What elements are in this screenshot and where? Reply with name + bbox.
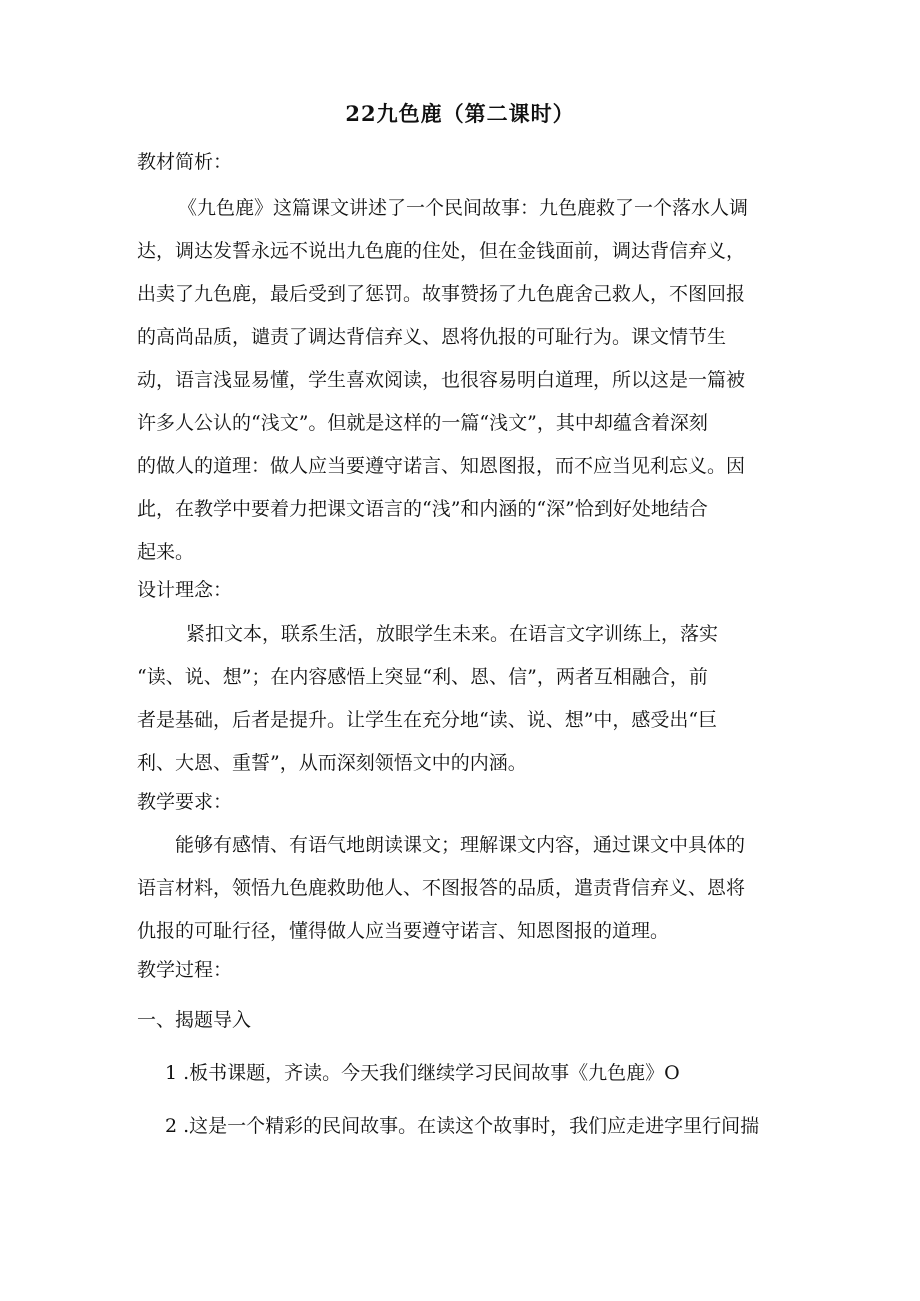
step-item: 2 .这是一个精彩的民间故事。在读这个故事时，我们应走进字里行间揣	[165, 1115, 760, 1137]
analysis-line: 的做人的道理：做人应当要遵守诺言、知恩图报，而不应当见利忘义。因	[137, 455, 746, 477]
process-heading: 教学过程：	[137, 959, 233, 981]
step-item: 1 .板书课题，齐读。今天我们继续学习民间故事《九色鹿》O	[165, 1062, 680, 1084]
analysis-line: 达，调达发誓永远不说出九色鹿的住处，但在金钱面前，调达背信弃义，	[137, 240, 746, 262]
requirements-line: 语言材料，领悟九色鹿救助他人、不图报答的品质，遣责背信弃义、恩将	[137, 877, 746, 899]
analysis-line: 的高尚品质，谴责了调达背信弃义、恩将仇报的可耻行为。课文情节生	[137, 326, 727, 348]
requirements-heading: 教学要求：	[137, 791, 233, 813]
analysis-line: 此，在教学中要着力把课文语言的“浅”和内涵的“深”恰到好处地结合	[137, 498, 708, 520]
analysis-heading: 教材简析：	[137, 151, 233, 173]
design-line: 者是基础，后者是提升。让学生在充分地“读、说、想”中，感受出“巨	[137, 709, 718, 731]
page-title: 22九色鹿（第二课时）	[345, 101, 575, 126]
analysis-line: 许多人公认的“浅文”。但就是这样的一篇“浅文”，其中却蕴含着深刻	[137, 412, 708, 434]
step-heading: 一、揭题导入	[137, 1009, 252, 1031]
requirements-line: 能够有感情、有语气地朗读课文；理解课文内容，通过课文中具体的	[175, 834, 746, 856]
analysis-line: 出卖了九色鹿，最后受到了惩罚。故事赞扬了九色鹿舍己救人，不图回报	[137, 283, 746, 305]
analysis-line: 《九色鹿》这篇课文讲述了一个民间故事：九色鹿救了一个落水人调	[178, 197, 749, 219]
design-line: “读、说、想”；在内容感悟上突显“利、恩、信”，两者互相融合，前	[137, 666, 708, 688]
design-line: 利、大恩、重誓”，从而深刻领悟文中的内涵。	[137, 752, 527, 774]
analysis-line: 起来。	[137, 541, 195, 563]
analysis-line: 动，语言浅显易懂，学生喜欢阅读，也很容易明白道理，所以这是一篇被	[137, 369, 746, 391]
requirements-line: 仇报的可耻行径，懂得做人应当要遵守诺言、知恩图报的道理。	[137, 920, 670, 942]
design-line: 紧扣文本，联系生活，放眼学生未来。在语言文字训练上，落实	[186, 623, 719, 645]
design-heading: 设计理念：	[137, 579, 233, 601]
